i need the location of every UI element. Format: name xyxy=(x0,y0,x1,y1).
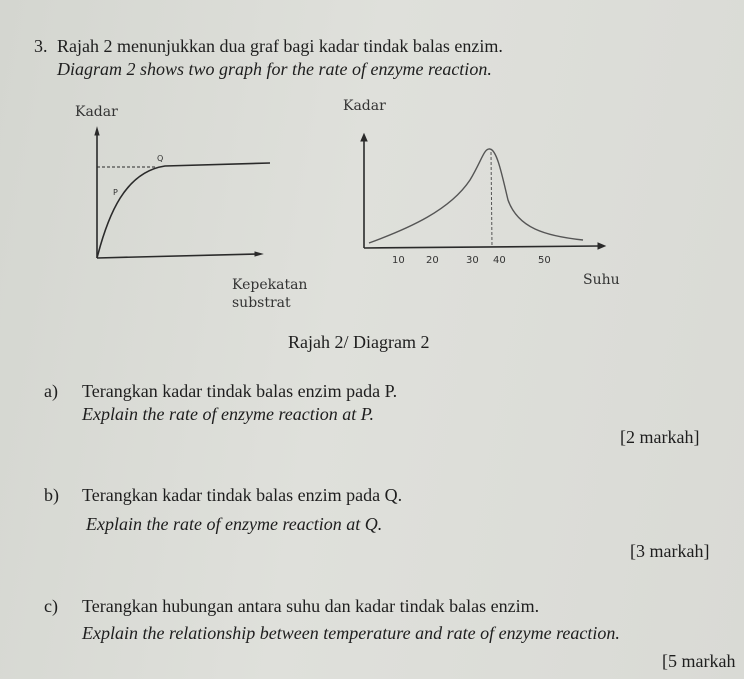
x-axis-arrow xyxy=(255,252,262,256)
question-number: 3. xyxy=(34,36,48,56)
x-axis xyxy=(97,254,258,258)
x-axis-arrow xyxy=(598,243,605,249)
y-axis-arrow xyxy=(361,134,367,141)
label-q: Q xyxy=(157,154,164,163)
graph-substrate xyxy=(95,128,270,258)
part-b-letter: b) xyxy=(44,485,59,505)
graph1-x-label-line1: Kepekatan xyxy=(232,277,308,293)
part-c-letter: c) xyxy=(44,596,58,616)
graph2-x-label: Suhu xyxy=(583,272,620,288)
tick-10: 10 xyxy=(392,255,405,266)
part-c-english: Explain the relationship between temperature and rate of enzyme reaction. xyxy=(82,623,620,643)
question-text-malay: Rajah 2 menunjukkan dua graf bagi kadar tindak balas enzim. xyxy=(57,36,503,56)
y-axis-arrow xyxy=(95,128,99,135)
curve-temperature xyxy=(369,149,583,243)
part-b-malay: Terangkan kadar tindak balas enzim pada Q. xyxy=(82,485,403,505)
x-axis xyxy=(364,246,600,248)
graph1-x-label-line2: substrat xyxy=(232,295,291,311)
tick-30: 30 xyxy=(466,255,479,266)
graph-temperature xyxy=(361,134,605,249)
question-text-english: Diagram 2 shows two graph for the rate of enzyme reaction. xyxy=(57,59,492,79)
label-p: P xyxy=(113,188,118,197)
part-c-marks: [5 markah xyxy=(662,651,736,671)
curve-substrate xyxy=(97,163,270,258)
tick-20: 20 xyxy=(426,255,439,266)
diagram-caption: Rajah 2/ Diagram 2 xyxy=(288,332,430,352)
graph1-y-label: Kadar xyxy=(75,104,118,120)
tick-40: 40 xyxy=(493,255,506,266)
dashed-line-peak xyxy=(491,152,492,247)
part-c-malay: Terangkan hubungan antara suhu dan kadar tindak balas enzim. xyxy=(82,596,540,616)
part-a-malay: Terangkan kadar tindak balas enzim pada P. xyxy=(82,381,398,401)
graph2-y-label: Kadar xyxy=(343,98,386,114)
part-b-marks: [3 markah] xyxy=(630,541,710,561)
part-a-english: Explain the rate of enzyme reaction at P. xyxy=(82,404,374,424)
part-a-letter: a) xyxy=(44,381,58,401)
part-b-english: Explain the rate of enzyme reaction at Q. xyxy=(86,514,383,534)
part-a-marks: [2 markah] xyxy=(620,427,700,447)
tick-50: 50 xyxy=(538,255,551,266)
